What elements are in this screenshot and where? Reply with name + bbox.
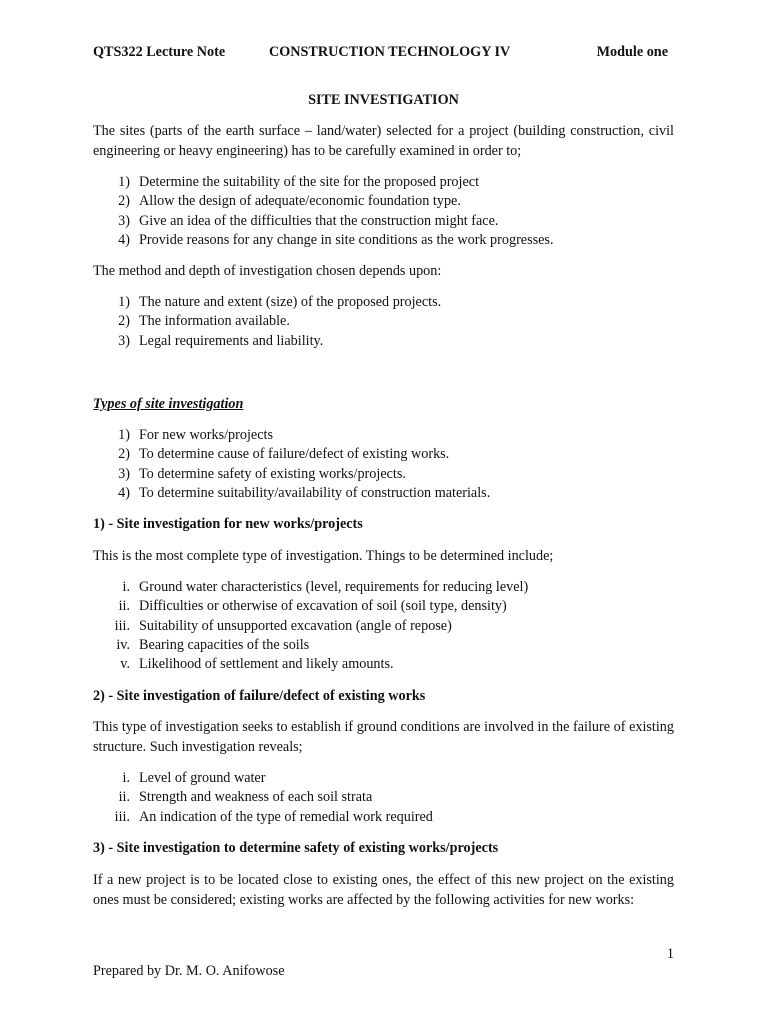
list-item: 4) Provide reasons for any change in site conditions as the work progresses. xyxy=(118,231,554,248)
list-item: 2) To determine cause of failure/defect of existing works. xyxy=(118,446,450,463)
list-item: 3) To determine safety of existing works/projects. xyxy=(118,465,406,482)
document-page xyxy=(93,0,674,1024)
course-title: CONSTRUCTION TECHNOLOGY IV xyxy=(269,44,511,60)
section2-intro: This type of investigation seeks to establish if ground conditions are involved in the failure of existing structure. Such investigation reveals; xyxy=(93,719,674,755)
list-item: iv. Bearing capacities of the soils xyxy=(116,636,310,653)
purposes-list xyxy=(93,173,674,250)
method-factors-list xyxy=(93,293,674,351)
section3-intro: If a new project is to be located close to existing ones, the effect of this new project on the existing ones must be considered; existing works are affected by the following activities for new works: xyxy=(93,872,674,908)
section3-heading: 3) - Site investigation to determine safety of existing works/projects xyxy=(93,840,499,856)
list-item: 1) For new works/projects xyxy=(118,427,273,443)
list-item: iii. Suitability of unsupported excavation (angle of repose) xyxy=(114,617,452,634)
document-title: SITE INVESTIGATION xyxy=(308,92,459,108)
intro-paragraph: The sites (parts of the earth surface – land/water) selected for a project (building construction, civil engineering or heavy engineering) has to be carefully examined in order to; xyxy=(93,123,674,159)
section1-heading: 1) - Site investigation for new works/projects xyxy=(93,516,363,532)
types-list xyxy=(93,426,674,503)
list-item: 1) The nature and extent (size) of the proposed projects. xyxy=(118,294,442,310)
list-item: 2) The information available. xyxy=(118,313,290,330)
list-item: 3) Give an idea of the difficulties that the construction might face. xyxy=(118,212,499,229)
list-item: 4) To determine suitability/availability of construction materials. xyxy=(118,484,491,501)
section2-heading: 2) - Site investigation of failure/defect of existing works xyxy=(93,688,426,704)
list-item: 1) Determine the suitability of the site for the proposed project xyxy=(118,174,480,190)
list-item: 3) Legal requirements and liability. xyxy=(118,332,324,349)
module-label: Module one xyxy=(596,44,668,60)
section1-intro: This is the most complete type of investigation. Things to be determined include; xyxy=(93,548,554,564)
page-header xyxy=(93,44,674,64)
list-item: ii. Strength and weakness of each soil strata xyxy=(118,789,373,806)
types-heading: Types of site investigation xyxy=(93,396,244,412)
list-item: v. Likelihood of settlement and likely amounts. xyxy=(120,656,394,673)
method-intro: The method and depth of investigation chosen depends upon: xyxy=(93,263,442,279)
list-item: 2) Allow the design of adequate/economic foundation type. xyxy=(118,193,461,210)
list-item: iii. An indication of the type of remedial work required xyxy=(114,808,433,825)
list-item: i. Level of ground water xyxy=(122,770,266,786)
page-number: 1 xyxy=(666,946,674,962)
list-item: i. Ground water characteristics (level, requirements for reducing level) xyxy=(122,579,529,595)
list-item: ii. Difficulties or otherwise of excavation of soil (soil type, density) xyxy=(118,598,507,615)
section2-list xyxy=(93,769,674,827)
course-code: QTS322 Lecture Note xyxy=(93,44,226,60)
section1-list xyxy=(93,578,674,674)
page-footer: Prepared by Dr. M. O. Anifowose xyxy=(93,963,285,979)
